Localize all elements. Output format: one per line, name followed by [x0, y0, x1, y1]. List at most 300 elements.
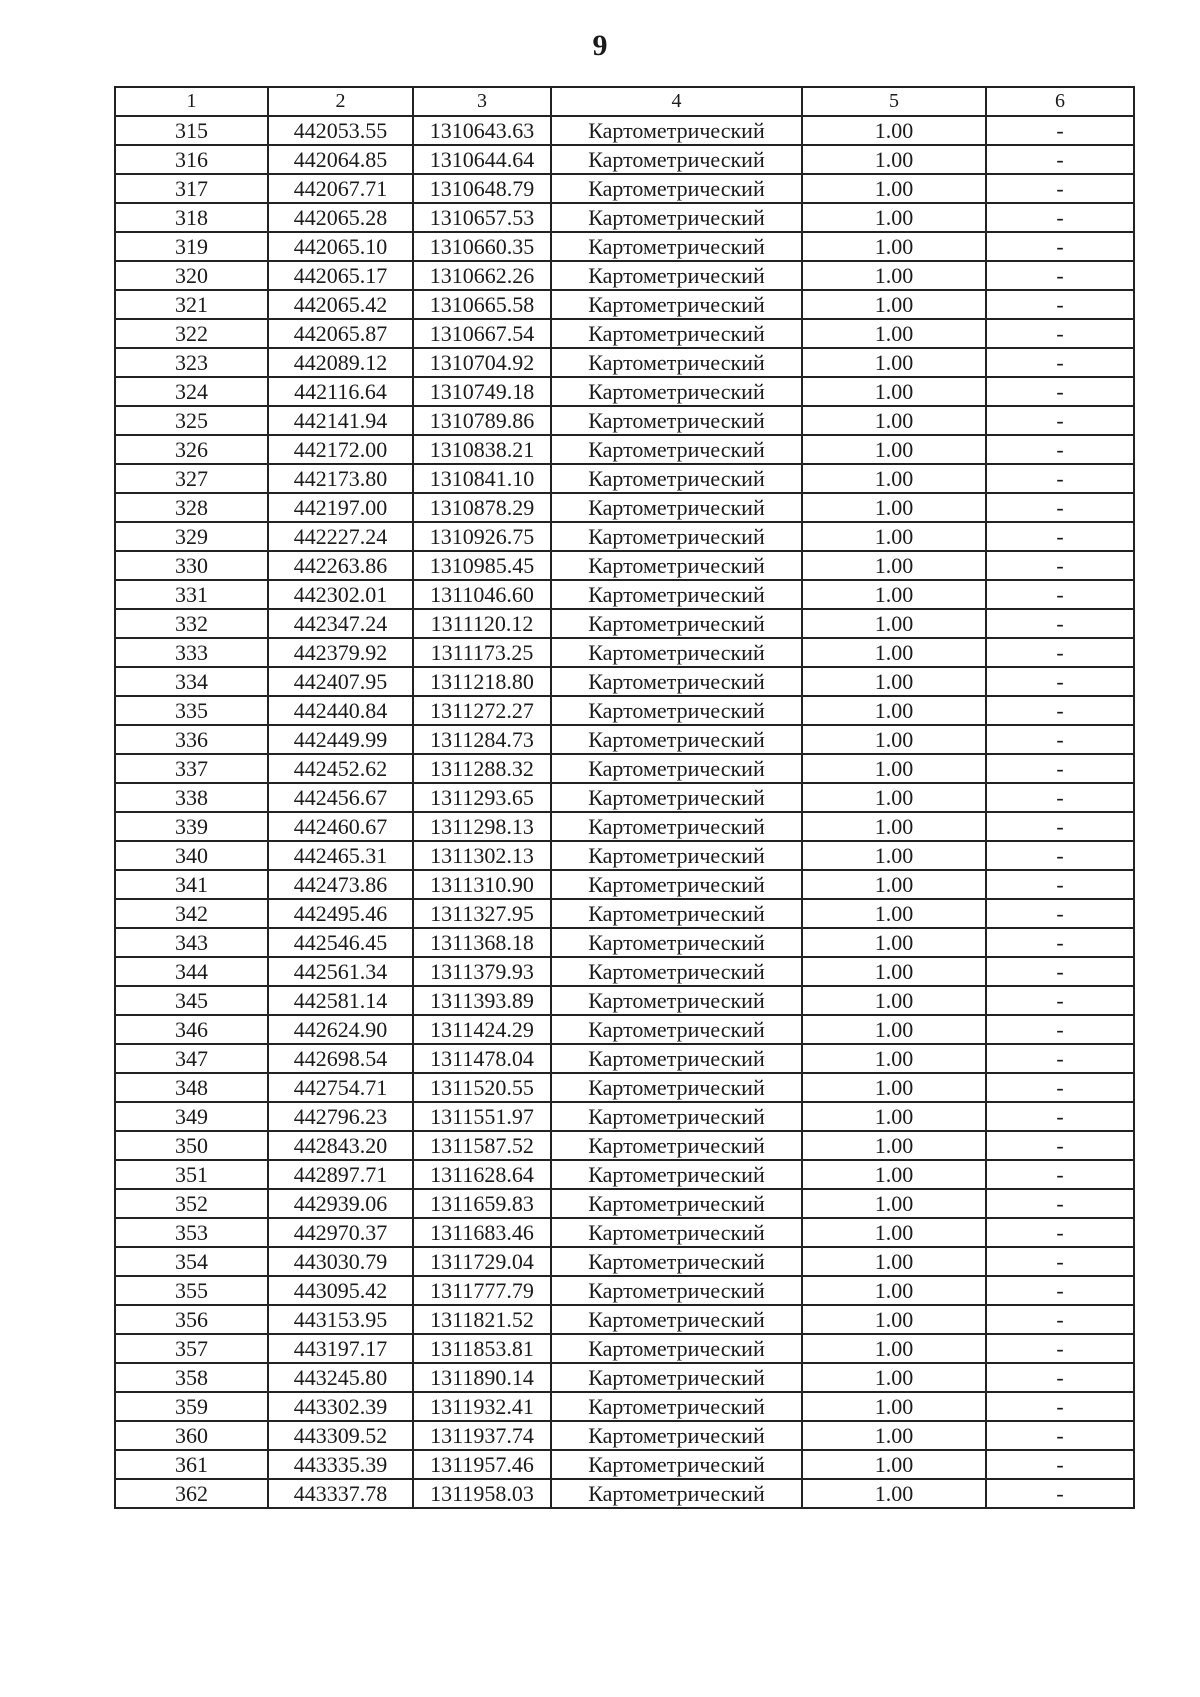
- point-number-cell: 356: [115, 1305, 268, 1334]
- accuracy-cell: 1.00: [802, 116, 986, 145]
- point-number-cell: 342: [115, 899, 268, 928]
- accuracy-cell: 1.00: [802, 1044, 986, 1073]
- table-row: [115, 783, 1134, 812]
- table-row: [115, 145, 1134, 174]
- y-coordinate-cell: 1311587.52: [413, 1131, 551, 1160]
- point-number-cell: 326: [115, 435, 268, 464]
- note-cell: -: [986, 551, 1134, 580]
- y-coordinate-cell: 1311272.27: [413, 696, 551, 725]
- table-row: [115, 609, 1134, 638]
- table-row: [115, 464, 1134, 493]
- point-number-cell: 333: [115, 638, 268, 667]
- x-coordinate-cell: 442067.71: [268, 174, 413, 203]
- point-number-cell: 321: [115, 290, 268, 319]
- table-row: [115, 232, 1134, 261]
- table-row: [115, 1392, 1134, 1421]
- accuracy-cell: 1.00: [802, 1421, 986, 1450]
- method-cell: Картометрический: [551, 290, 802, 319]
- accuracy-cell: 1.00: [802, 1450, 986, 1479]
- point-number-cell: 331: [115, 580, 268, 609]
- method-cell: Картометрический: [551, 957, 802, 986]
- accuracy-cell: 1.00: [802, 1305, 986, 1334]
- method-cell: Картометрический: [551, 783, 802, 812]
- y-coordinate-cell: 1311393.89: [413, 986, 551, 1015]
- accuracy-cell: 1.00: [802, 580, 986, 609]
- table-row: [115, 725, 1134, 754]
- method-cell: Картометрический: [551, 1015, 802, 1044]
- table-row: [115, 1102, 1134, 1131]
- method-cell: Картометрический: [551, 1479, 802, 1508]
- x-coordinate-cell: 442460.67: [268, 812, 413, 841]
- point-number-cell: 360: [115, 1421, 268, 1450]
- x-coordinate-cell: 442581.14: [268, 986, 413, 1015]
- note-cell: -: [986, 406, 1134, 435]
- point-number-cell: 329: [115, 522, 268, 551]
- table-row: [115, 203, 1134, 232]
- note-cell: -: [986, 754, 1134, 783]
- table-row: [115, 812, 1134, 841]
- point-number-cell: 353: [115, 1218, 268, 1247]
- note-cell: -: [986, 1160, 1134, 1189]
- method-cell: Картометрический: [551, 1450, 802, 1479]
- table-row: [115, 319, 1134, 348]
- x-coordinate-cell: 443030.79: [268, 1247, 413, 1276]
- x-coordinate-cell: 442302.01: [268, 580, 413, 609]
- point-number-cell: 338: [115, 783, 268, 812]
- note-cell: -: [986, 348, 1134, 377]
- accuracy-cell: 1.00: [802, 174, 986, 203]
- note-cell: -: [986, 145, 1134, 174]
- table-row: [115, 928, 1134, 957]
- note-cell: -: [986, 1247, 1134, 1276]
- method-cell: Картометрический: [551, 348, 802, 377]
- method-cell: Картометрический: [551, 1160, 802, 1189]
- table-row: [115, 551, 1134, 580]
- accuracy-cell: 1.00: [802, 319, 986, 348]
- accuracy-cell: 1.00: [802, 261, 986, 290]
- y-coordinate-cell: 1311683.46: [413, 1218, 551, 1247]
- method-cell: Картометрический: [551, 725, 802, 754]
- accuracy-cell: 1.00: [802, 348, 986, 377]
- accuracy-cell: 1.00: [802, 551, 986, 580]
- x-coordinate-cell: 442227.24: [268, 522, 413, 551]
- y-coordinate-cell: 1310704.92: [413, 348, 551, 377]
- table-row: [115, 696, 1134, 725]
- table-row: [115, 638, 1134, 667]
- table-row: [115, 116, 1134, 145]
- point-number-cell: 361: [115, 1450, 268, 1479]
- y-coordinate-cell: 1311937.74: [413, 1421, 551, 1450]
- x-coordinate-cell: 442347.24: [268, 609, 413, 638]
- x-coordinate-cell: 442970.37: [268, 1218, 413, 1247]
- note-cell: -: [986, 1305, 1134, 1334]
- accuracy-cell: 1.00: [802, 1160, 986, 1189]
- note-cell: -: [986, 928, 1134, 957]
- accuracy-cell: 1.00: [802, 783, 986, 812]
- x-coordinate-cell: 443153.95: [268, 1305, 413, 1334]
- method-cell: Картометрический: [551, 1421, 802, 1450]
- column-header: 3: [413, 87, 551, 116]
- table-row: [115, 377, 1134, 406]
- point-number-cell: 351: [115, 1160, 268, 1189]
- point-number-cell: 327: [115, 464, 268, 493]
- table-row: [115, 1334, 1134, 1363]
- note-cell: -: [986, 1044, 1134, 1073]
- x-coordinate-cell: 442754.71: [268, 1073, 413, 1102]
- accuracy-cell: 1.00: [802, 1392, 986, 1421]
- note-cell: -: [986, 1015, 1134, 1044]
- method-cell: Картометрический: [551, 899, 802, 928]
- point-number-cell: 346: [115, 1015, 268, 1044]
- table-row: [115, 174, 1134, 203]
- y-coordinate-cell: 1310789.86: [413, 406, 551, 435]
- note-cell: -: [986, 1102, 1134, 1131]
- table-row: [115, 754, 1134, 783]
- note-cell: -: [986, 609, 1134, 638]
- y-coordinate-cell: 1311284.73: [413, 725, 551, 754]
- method-cell: Картометрический: [551, 174, 802, 203]
- page-number: 9: [592, 29, 608, 62]
- table-body: [115, 116, 1134, 1508]
- table-row: [115, 1363, 1134, 1392]
- accuracy-cell: 1.00: [802, 1479, 986, 1508]
- y-coordinate-cell: 1310838.21: [413, 435, 551, 464]
- point-number-cell: 349: [115, 1102, 268, 1131]
- point-number-cell: 318: [115, 203, 268, 232]
- x-coordinate-cell: 442064.85: [268, 145, 413, 174]
- x-coordinate-cell: 442456.67: [268, 783, 413, 812]
- x-coordinate-cell: 442698.54: [268, 1044, 413, 1073]
- method-cell: Картометрический: [551, 203, 802, 232]
- x-coordinate-cell: 442065.87: [268, 319, 413, 348]
- x-coordinate-cell: 442465.31: [268, 841, 413, 870]
- method-cell: Картометрический: [551, 667, 802, 696]
- y-coordinate-cell: 1311628.64: [413, 1160, 551, 1189]
- accuracy-cell: 1.00: [802, 812, 986, 841]
- note-cell: -: [986, 1218, 1134, 1247]
- note-cell: -: [986, 870, 1134, 899]
- method-cell: Картометрический: [551, 551, 802, 580]
- x-coordinate-cell: 442407.95: [268, 667, 413, 696]
- accuracy-cell: 1.00: [802, 377, 986, 406]
- point-number-cell: 320: [115, 261, 268, 290]
- accuracy-cell: 1.00: [802, 203, 986, 232]
- method-cell: Картометрический: [551, 1305, 802, 1334]
- method-cell: Картометрический: [551, 986, 802, 1015]
- table-row: [115, 1015, 1134, 1044]
- note-cell: -: [986, 1189, 1134, 1218]
- y-coordinate-cell: 1310657.53: [413, 203, 551, 232]
- y-coordinate-cell: 1310926.75: [413, 522, 551, 551]
- note-cell: -: [986, 1450, 1134, 1479]
- x-coordinate-cell: 442173.80: [268, 464, 413, 493]
- point-number-cell: 340: [115, 841, 268, 870]
- point-number-cell: 358: [115, 1363, 268, 1392]
- y-coordinate-cell: 1311821.52: [413, 1305, 551, 1334]
- y-coordinate-cell: 1311368.18: [413, 928, 551, 957]
- note-cell: -: [986, 841, 1134, 870]
- x-coordinate-cell: 442065.42: [268, 290, 413, 319]
- note-cell: -: [986, 1479, 1134, 1508]
- point-number-cell: 362: [115, 1479, 268, 1508]
- accuracy-cell: 1.00: [802, 1247, 986, 1276]
- method-cell: Картометрический: [551, 812, 802, 841]
- x-coordinate-cell: 442197.00: [268, 493, 413, 522]
- note-cell: -: [986, 783, 1134, 812]
- y-coordinate-cell: 1311120.12: [413, 609, 551, 638]
- note-cell: -: [986, 1363, 1134, 1392]
- x-coordinate-cell: 442053.55: [268, 116, 413, 145]
- accuracy-cell: 1.00: [802, 609, 986, 638]
- y-coordinate-cell: 1311327.95: [413, 899, 551, 928]
- method-cell: Картометрический: [551, 1044, 802, 1073]
- x-coordinate-cell: 442546.45: [268, 928, 413, 957]
- accuracy-cell: 1.00: [802, 493, 986, 522]
- method-cell: Картометрический: [551, 1189, 802, 1218]
- table-row: [115, 348, 1134, 377]
- point-number-cell: 350: [115, 1131, 268, 1160]
- note-cell: -: [986, 580, 1134, 609]
- method-cell: Картометрический: [551, 580, 802, 609]
- x-coordinate-cell: 442141.94: [268, 406, 413, 435]
- y-coordinate-cell: 1310644.64: [413, 145, 551, 174]
- note-cell: -: [986, 696, 1134, 725]
- point-number-cell: 339: [115, 812, 268, 841]
- accuracy-cell: 1.00: [802, 841, 986, 870]
- y-coordinate-cell: 1311298.13: [413, 812, 551, 841]
- accuracy-cell: 1.00: [802, 986, 986, 1015]
- y-coordinate-cell: 1311890.14: [413, 1363, 551, 1392]
- table-row: [115, 841, 1134, 870]
- y-coordinate-cell: 1311293.65: [413, 783, 551, 812]
- coordinates-table: [114, 86, 1135, 1509]
- y-coordinate-cell: 1311729.04: [413, 1247, 551, 1276]
- y-coordinate-cell: 1311310.90: [413, 870, 551, 899]
- x-coordinate-cell: 442843.20: [268, 1131, 413, 1160]
- method-cell: Картометрический: [551, 522, 802, 551]
- point-number-cell: 324: [115, 377, 268, 406]
- x-coordinate-cell: 442116.64: [268, 377, 413, 406]
- method-cell: Картометрический: [551, 609, 802, 638]
- accuracy-cell: 1.00: [802, 290, 986, 319]
- table-row: [115, 986, 1134, 1015]
- point-number-cell: 357: [115, 1334, 268, 1363]
- method-cell: Картометрический: [551, 1131, 802, 1160]
- point-number-cell: 341: [115, 870, 268, 899]
- y-coordinate-cell: 1310665.58: [413, 290, 551, 319]
- x-coordinate-cell: 443197.17: [268, 1334, 413, 1363]
- table-row: [115, 1421, 1134, 1450]
- point-number-cell: 325: [115, 406, 268, 435]
- accuracy-cell: 1.00: [802, 1015, 986, 1044]
- note-cell: -: [986, 290, 1134, 319]
- point-number-cell: 347: [115, 1044, 268, 1073]
- table-row: [115, 870, 1134, 899]
- method-cell: Картометрический: [551, 841, 802, 870]
- x-coordinate-cell: 442939.06: [268, 1189, 413, 1218]
- x-coordinate-cell: 442089.12: [268, 348, 413, 377]
- method-cell: Картометрический: [551, 1247, 802, 1276]
- method-cell: Картометрический: [551, 1334, 802, 1363]
- note-cell: -: [986, 812, 1134, 841]
- point-number-cell: 359: [115, 1392, 268, 1421]
- note-cell: -: [986, 667, 1134, 696]
- y-coordinate-cell: 1311958.03: [413, 1479, 551, 1508]
- note-cell: -: [986, 1276, 1134, 1305]
- x-coordinate-cell: 443337.78: [268, 1479, 413, 1508]
- x-coordinate-cell: 442561.34: [268, 957, 413, 986]
- table-header-row: [115, 87, 1134, 116]
- accuracy-cell: 1.00: [802, 928, 986, 957]
- table-row: [115, 406, 1134, 435]
- accuracy-cell: 1.00: [802, 464, 986, 493]
- note-cell: -: [986, 1392, 1134, 1421]
- table-row: [115, 1305, 1134, 1334]
- accuracy-cell: 1.00: [802, 1102, 986, 1131]
- point-number-cell: 352: [115, 1189, 268, 1218]
- accuracy-cell: 1.00: [802, 406, 986, 435]
- accuracy-cell: 1.00: [802, 1189, 986, 1218]
- y-coordinate-cell: 1310985.45: [413, 551, 551, 580]
- x-coordinate-cell: 442065.28: [268, 203, 413, 232]
- accuracy-cell: 1.00: [802, 1218, 986, 1247]
- accuracy-cell: 1.00: [802, 1131, 986, 1160]
- y-coordinate-cell: 1310648.79: [413, 174, 551, 203]
- table-row: [115, 899, 1134, 928]
- table-row: [115, 493, 1134, 522]
- x-coordinate-cell: 442065.10: [268, 232, 413, 261]
- accuracy-cell: 1.00: [802, 522, 986, 551]
- note-cell: -: [986, 725, 1134, 754]
- note-cell: -: [986, 1073, 1134, 1102]
- table-row: [115, 261, 1134, 290]
- table-row: [115, 435, 1134, 464]
- point-number-cell: 319: [115, 232, 268, 261]
- column-header: 1: [115, 87, 268, 116]
- y-coordinate-cell: 1311173.25: [413, 638, 551, 667]
- method-cell: Картометрический: [551, 145, 802, 174]
- x-coordinate-cell: 443309.52: [268, 1421, 413, 1450]
- method-cell: Картометрический: [551, 1363, 802, 1392]
- method-cell: Картометрический: [551, 232, 802, 261]
- point-number-cell: 343: [115, 928, 268, 957]
- method-cell: Картометрический: [551, 754, 802, 783]
- method-cell: Картометрический: [551, 464, 802, 493]
- method-cell: Картометрический: [551, 870, 802, 899]
- point-number-cell: 332: [115, 609, 268, 638]
- x-coordinate-cell: 442440.84: [268, 696, 413, 725]
- accuracy-cell: 1.00: [802, 232, 986, 261]
- table-row: [115, 1044, 1134, 1073]
- x-coordinate-cell: 442263.86: [268, 551, 413, 580]
- accuracy-cell: 1.00: [802, 899, 986, 928]
- method-cell: Картометрический: [551, 406, 802, 435]
- point-number-cell: 328: [115, 493, 268, 522]
- table-row: [115, 1218, 1134, 1247]
- x-coordinate-cell: 442473.86: [268, 870, 413, 899]
- point-number-cell: 355: [115, 1276, 268, 1305]
- note-cell: -: [986, 377, 1134, 406]
- table-row: [115, 1189, 1134, 1218]
- table-row: [115, 1131, 1134, 1160]
- accuracy-cell: 1.00: [802, 957, 986, 986]
- method-cell: Картометрический: [551, 116, 802, 145]
- table-row: [115, 522, 1134, 551]
- point-number-cell: 335: [115, 696, 268, 725]
- method-cell: Картометрический: [551, 1276, 802, 1305]
- note-cell: -: [986, 319, 1134, 348]
- point-number-cell: 334: [115, 667, 268, 696]
- x-coordinate-cell: 442379.92: [268, 638, 413, 667]
- y-coordinate-cell: 1311853.81: [413, 1334, 551, 1363]
- accuracy-cell: 1.00: [802, 145, 986, 174]
- y-coordinate-cell: 1311777.79: [413, 1276, 551, 1305]
- y-coordinate-cell: 1311424.29: [413, 1015, 551, 1044]
- table-row: [115, 290, 1134, 319]
- table-row: [115, 1276, 1134, 1305]
- y-coordinate-cell: 1311478.04: [413, 1044, 551, 1073]
- y-coordinate-cell: 1310878.29: [413, 493, 551, 522]
- y-coordinate-cell: 1311288.32: [413, 754, 551, 783]
- note-cell: -: [986, 986, 1134, 1015]
- note-cell: -: [986, 957, 1134, 986]
- y-coordinate-cell: 1311379.93: [413, 957, 551, 986]
- x-coordinate-cell: 442172.00: [268, 435, 413, 464]
- x-coordinate-cell: 443095.42: [268, 1276, 413, 1305]
- accuracy-cell: 1.00: [802, 1073, 986, 1102]
- table-row: [115, 1160, 1134, 1189]
- table-row: [115, 667, 1134, 696]
- y-coordinate-cell: 1311218.80: [413, 667, 551, 696]
- note-cell: -: [986, 493, 1134, 522]
- column-header: 2: [268, 87, 413, 116]
- x-coordinate-cell: 442897.71: [268, 1160, 413, 1189]
- note-cell: -: [986, 232, 1134, 261]
- accuracy-cell: 1.00: [802, 870, 986, 899]
- accuracy-cell: 1.00: [802, 638, 986, 667]
- x-coordinate-cell: 442452.62: [268, 754, 413, 783]
- note-cell: -: [986, 435, 1134, 464]
- table-row: [115, 957, 1134, 986]
- column-header: 4: [551, 87, 802, 116]
- note-cell: -: [986, 1131, 1134, 1160]
- accuracy-cell: 1.00: [802, 1276, 986, 1305]
- y-coordinate-cell: 1310662.26: [413, 261, 551, 290]
- y-coordinate-cell: 1310643.63: [413, 116, 551, 145]
- y-coordinate-cell: 1310660.35: [413, 232, 551, 261]
- method-cell: Картометрический: [551, 435, 802, 464]
- note-cell: -: [986, 116, 1134, 145]
- note-cell: -: [986, 464, 1134, 493]
- column-header: 6: [986, 87, 1134, 116]
- y-coordinate-cell: 1311932.41: [413, 1392, 551, 1421]
- point-number-cell: 344: [115, 957, 268, 986]
- note-cell: -: [986, 174, 1134, 203]
- table-row: [115, 1479, 1134, 1508]
- point-number-cell: 315: [115, 116, 268, 145]
- note-cell: -: [986, 638, 1134, 667]
- x-coordinate-cell: 442495.46: [268, 899, 413, 928]
- note-cell: -: [986, 1421, 1134, 1450]
- method-cell: Картометрический: [551, 1218, 802, 1247]
- note-cell: -: [986, 203, 1134, 232]
- y-coordinate-cell: 1310841.10: [413, 464, 551, 493]
- y-coordinate-cell: 1310667.54: [413, 319, 551, 348]
- point-number-cell: 323: [115, 348, 268, 377]
- column-header: 5: [802, 87, 986, 116]
- x-coordinate-cell: 443302.39: [268, 1392, 413, 1421]
- point-number-cell: 354: [115, 1247, 268, 1276]
